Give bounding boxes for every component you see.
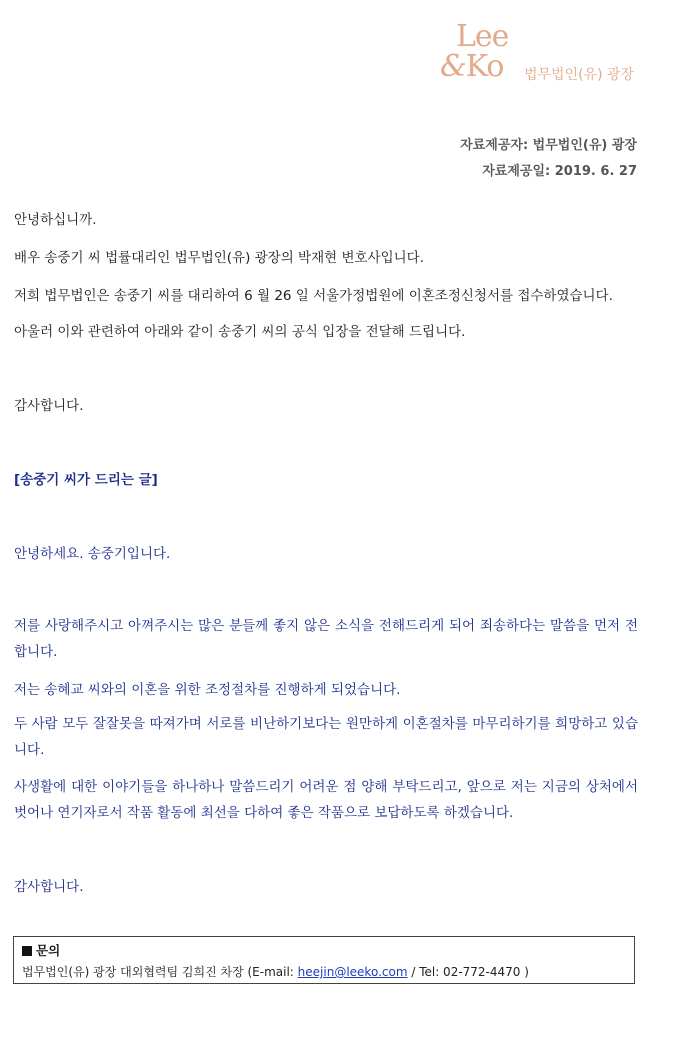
logo-ko-text: Ko xyxy=(465,49,504,84)
intro-line-3: 아울러 이와 관련하여 아래와 같이 송중기 씨의 공식 입장을 전달해 드립니다. xyxy=(14,324,466,340)
letter-paragraph-4: 사생활에 대한 이야기들을 하나하나 말씀드리기 어려운 점 양해 부탁드리고, 앞으로 저는 지금의 상처에서 벗어나 연기자로서 작품 활동에 최선을 다하여 좋은 작품으로 보답하도록 하겠습니다. xyxy=(14,779,638,821)
letter-thanks: 감사합니다. xyxy=(14,879,84,895)
intro-line-1: 배우 송중기 씨 법률대리인 법무법인(유) 광장의 박재현 변호사입니다. xyxy=(14,250,425,266)
letter-heading: [송중기 씨가 드리는 글] xyxy=(14,472,158,488)
provider-line: 자료제공자: 법무법인(유) 광장 xyxy=(460,138,637,153)
intro-greeting: 안녕하십니까. xyxy=(14,212,97,228)
logo-ampersand: & xyxy=(440,49,466,84)
letter-paragraph-1: 저를 사랑해주시고 아껴주시는 많은 분들께 좋지 않은 소식을 전해드리게 되어 죄송하다는 말씀을 먼저 전합니다. xyxy=(14,618,638,660)
contact-email-link[interactable]: heejin@leeko.com xyxy=(297,965,408,979)
leeko-logo xyxy=(440,19,660,92)
logo-firm-name: 법무법인(유) 광장 xyxy=(524,67,635,83)
contact-label: 문의 xyxy=(36,943,61,958)
square-bullet-icon xyxy=(22,946,32,956)
contact-header xyxy=(22,941,60,959)
contact-line xyxy=(22,963,529,980)
letter-hello: 안녕하세요. 송중기입니다. xyxy=(14,546,171,562)
logo-ko xyxy=(440,49,504,84)
letter-paragraph-2: 저는 송혜교 씨와의 이혼을 위한 조정절차를 진행하게 되었습니다. xyxy=(14,682,401,698)
contact-box xyxy=(13,936,635,984)
date-line: 자료제공일: 2019. 6. 27 xyxy=(482,164,637,179)
logo-lee: Lee xyxy=(456,19,509,54)
contact-suffix: / Tel: 02-772-4470 ) xyxy=(407,965,529,979)
intro-thanks: 감사합니다. xyxy=(14,398,84,414)
letter-paragraph-3: 두 사람 모두 잘잘못을 따져가며 서로를 비난하기보다는 원만하게 이혼절차를 마무리하기를 희망하고 있습니다. xyxy=(14,716,638,758)
contact-prefix: 법무법인(유) 광장 대외협력팀 김희진 차장 (E-mail: xyxy=(22,965,298,979)
intro-line-2: 저희 법무법인은 송중기 씨를 대리하여 6 월 26 일 서울가정법원에 이혼조정신청서를 접수하였습니다. xyxy=(14,288,613,304)
